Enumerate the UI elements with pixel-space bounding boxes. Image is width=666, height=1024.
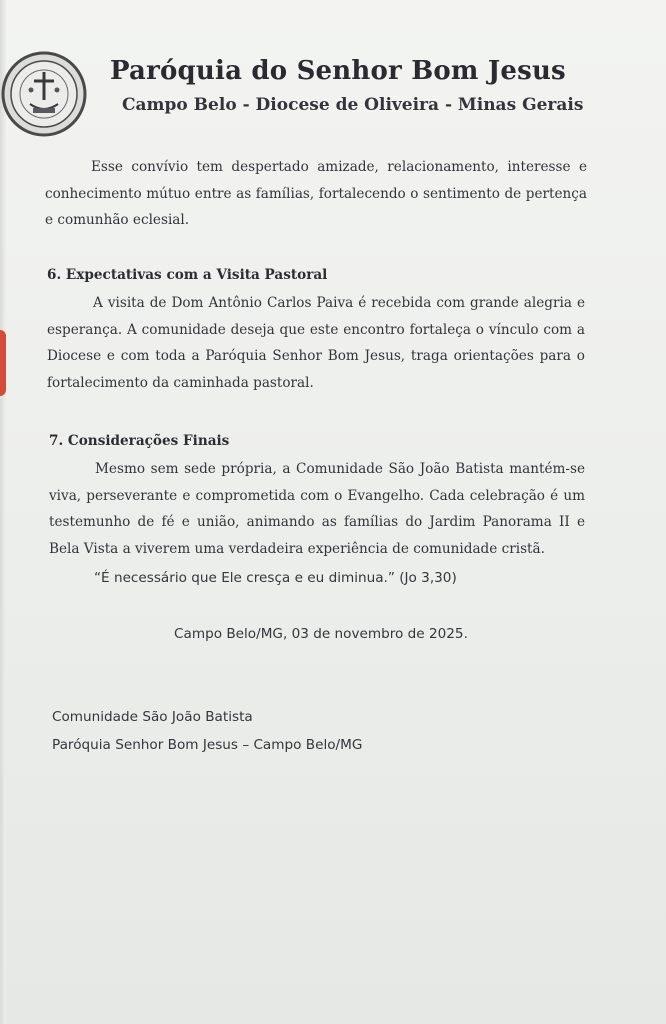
paper-edge-shadow: [0, 0, 6, 1024]
date-line: Campo Belo/MG, 03 de novembro de 2025.: [174, 626, 468, 642]
parish-seal-logo: [0, 50, 90, 138]
seal-inscription: [90, 50, 91, 51]
section-7-heading: 7. Considerações Finais: [49, 433, 230, 449]
section-6-heading: 6. Expectativas com a Visita Pastoral: [47, 267, 328, 283]
parish-subtitle: Campo Belo - Diocese de Oliveira - Minas Gerais: [122, 95, 584, 115]
section-6-paragraph: A visita de Dom Antônio Carlos Paiva é recebida com grande alegria e esperança. A comunidade deseja que este encontro fortaleça o vínculo com a Diocese e com toda a Paróquia Senhor Bom Jesus, traga orientações para o fortalecimento da caminhada pastoral.: [47, 295, 585, 392]
parish-title: Paróquia do Senhor Bom Jesus: [110, 56, 566, 86]
red-background-object: [0, 330, 6, 396]
seal-icon: [0, 50, 90, 138]
closing-quote: “É necessário que Ele cresça e eu diminua.” (Jo 3,30): [94, 570, 457, 586]
signature-community: Comunidade São João Batista: [52, 709, 253, 725]
section-7-paragraph: Mesmo sem sede própria, a Comunidade São João Batista mantém-se viva, perseverante e comprometida com o Evangelho. Cada celebração é um testemunho de fé e união, animando as famílias do Jardim Panorama II e Bela Vista a viverem uma verdadeira experiência de comunidade cristã.: [49, 461, 585, 558]
intro-paragraph: Esse convívio tem despertado amizade, relacionamento, interesse e conhecimento mútuo entre as famílias, fortalecendo o sentimento de pertença e comunhão eclesial.: [45, 159, 587, 229]
signature-parish: Paróquia Senhor Bom Jesus – Campo Belo/MG: [52, 737, 363, 753]
